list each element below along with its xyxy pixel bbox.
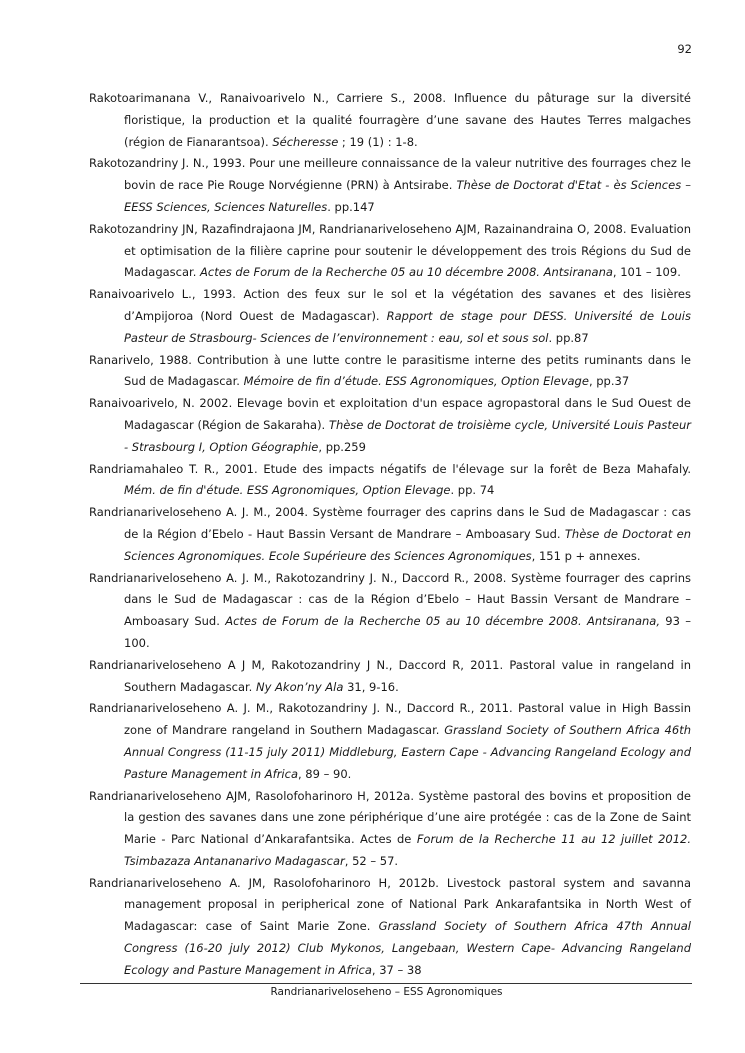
reference-entry — [89, 284, 691, 349]
reference-text: 93 – 100. — [124, 614, 691, 650]
reference-entry — [89, 393, 691, 458]
reference-title-italic: Grassland Society of Southern Africa 46th Annual Congress (11-15 july 2011) Middleburg, Eastern Cape - Advancing Rangeland Ecology and Pasture Management in Africa — [124, 723, 691, 781]
reference-text: , pp.259 — [318, 439, 366, 454]
reference-text: Ranaivoarivelo, N. 2002. Elevage bovin et exploitation d'un espace agropastoral dans le Sud Ouest de Madagascar (Région de Sakaraha). — [89, 396, 691, 432]
reference-entry — [89, 219, 691, 284]
reference-title-italic: Forum de la Recherche 11 au 12 juillet 2012. Tsimbazaza Antananarivo Madagascar — [124, 832, 691, 868]
reference-title-italic: Mémoire de fin d’étude. ESS Agronomiques, Option Elevage — [243, 374, 589, 389]
page-footer: Randrianariveloseheno – ESS Agronomiques — [270, 986, 503, 998]
reference-title-italic: Actes de Forum de la Recherche 05 au 10 décembre 2008. Antsiranana — [200, 265, 613, 280]
reference-text: Randrianariveloseheno A. J. M., 2004. Système fourrager des caprins dans le Sud de Madagascar : cas de la Région d’Ebelo - Haut Bassin Versant de Mandrare – Amboasary Sud. — [89, 505, 691, 541]
reference-title-italic: Rapport de stage pour DESS. Université de Louis Pasteur de Strasbourg- Sciences de l’environnement : eau, sol et sous sol — [124, 308, 691, 345]
reference-title-italic: Thèse de Doctorat d'Etat - ès Sciences – EESS Sciences, Sciences Naturelles — [124, 178, 691, 214]
reference-text: ; 19 (1) : 1-8. — [338, 134, 418, 149]
reference-text: . pp.147 — [327, 199, 375, 214]
reference-text: , 89 – 90. — [298, 766, 352, 781]
reference-title-italic: Mém. de fin d'étude. ESS Agronomiques, Option Elevage — [124, 483, 451, 498]
page-number: 92 — [677, 42, 692, 56]
reference-text: , 101 – 109. — [612, 265, 681, 280]
reference-list — [89, 88, 691, 982]
reference-text: Rakotozandriny J. N., 1993. Pour une meilleure connaissance de la valeur nutritive des fourrages chez le bovin de race Pie Rouge Norvégienne (PRN) à Antsirabe. — [89, 156, 691, 193]
reference-entry — [89, 698, 691, 785]
reference-text: Randrianariveloseheno A. J. M., Rakotozandriny J. N., Daccord R., 2008. Système fourrager des caprins dans le Sud de Madagascar : cas de la Région d’Ebelo – Haut Bassin Versant de Mandrare – Amboasary Sud. — [89, 570, 691, 629]
reference-text: Randrianariveloseheno A. J. M., Rakotozandriny J. N., Daccord R., 2011. Pastoral value in High Bassin zone of Mandrare rangeland in Southern Madagascar. — [89, 701, 691, 738]
reference-entry — [89, 786, 691, 873]
reference-text: Rakotoarimanana V., Ranaivoarivelo N., Carriere S., 2008. Influence du pâturage sur la diversité floristique, la production et la qualité fourragère d’une savane des Hautes Terres malgaches (région de Fianarantsoa). — [89, 91, 691, 149]
reference-entry — [89, 502, 691, 567]
reference-text: Rakotozandriny JN, Razafindrajaona JM, Randrianariveloseheno AJM, Razainandraina O, 2008. Evaluation et optimisation de la filière caprine pour soutenir le développement des trois Régions du Sud de Madagascar. — [89, 221, 691, 280]
reference-text: 31, 9-16. — [343, 679, 399, 694]
reference-text: Randrianariveloseheno A. JM, Rasolofoharinoro H, 2012b. Livestock pastoral system and savanna management proposal in peripherical zone of National Park Ankarafantsika in North West of Madagascar: case of Saint Marie Zone. — [89, 875, 691, 934]
reference-entry — [89, 655, 691, 699]
reference-text: , 151 p + annexes. — [531, 548, 641, 563]
reference-text: Randrianariveloseheno A J M, Rakotozandriny J N., Daccord R, 2011. Pastoral value in rangeland in Southern Madagascar. — [89, 657, 691, 694]
reference-entry — [89, 350, 691, 394]
reference-text: . pp.87 — [548, 330, 589, 345]
reference-text: . pp. 74 — [450, 483, 495, 498]
reference-text: , 37 – 38 — [371, 962, 422, 977]
reference-title-italic: Thèse de Doctorat de troisième cycle, Université Louis Pasteur - Strasbourg I, Option Géographie — [124, 417, 691, 454]
reference-text: , pp.37 — [588, 374, 630, 389]
reference-text: Ranarivelo, 1988. Contribution à une lutte contre le parasitisme interne des petits ruminants dans le Sud de Madagascar. — [89, 352, 691, 389]
reference-title-italic: Ny Akon’ny Ala — [255, 679, 344, 694]
reference-entry — [89, 88, 691, 153]
reference-entry — [89, 459, 691, 503]
footer-rule — [80, 983, 692, 984]
reference-text: , 52 – 57. — [344, 853, 399, 868]
reference-title-italic: Thèse de Doctorat en Sciences Agronomiques. Ecole Supérieure des Sciences Agronomiques — [124, 526, 691, 563]
reference-text: Randrianariveloseheno AJM, Rasolofoharinoro H, 2012a. Système pastoral des bovins et proposition de la gestion des savanes dans une zone périphérique d’une aire protégée : cas de la Zone de Saint Marie - Parc National d’Ankarafantsika. Actes de — [89, 788, 691, 847]
reference-title-italic: Sécheresse — [272, 134, 339, 149]
reference-entry — [89, 568, 691, 655]
reference-text: Ranaivoarivelo L., 1993. Action des feux sur le sol et la végétation des savanes et des lisières d’Ampijoroa (Nord Ouest de Madagascar). — [89, 287, 691, 323]
reference-title-italic: Grassland Society of Southern Africa 47th Annual Congress (16-20 july 2012) Club Mykonos, Langebaan, Western Cape- Advancing Rangeland Ecology and Pasture Management in Africa — [124, 919, 692, 977]
reference-title-italic: Actes de Forum de la Recherche 05 au 10 décembre 2008. Antsiranana, — [225, 614, 660, 629]
reference-entry — [89, 873, 691, 982]
reference-entry — [89, 153, 691, 218]
reference-text: Randriamahaleo T. R., 2001. Etude des impacts négatifs de l'élevage sur la forêt de Beza Mahafaly. — [89, 461, 691, 476]
